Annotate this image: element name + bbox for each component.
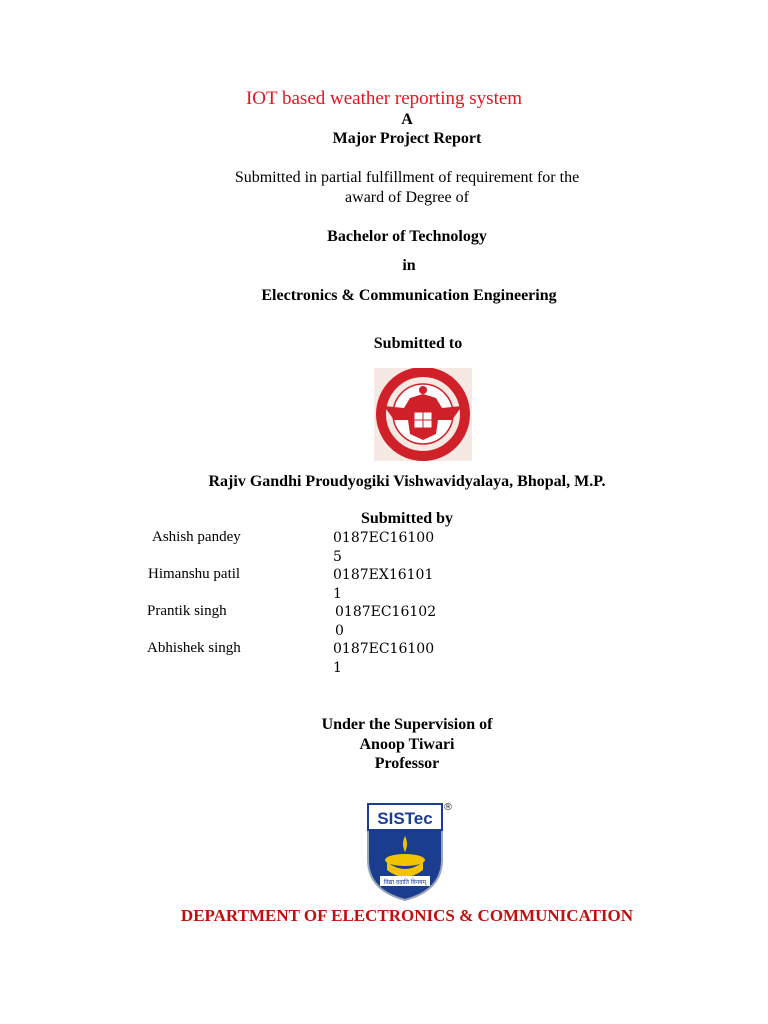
submitted-partial-line1: Submitted in partial fulfillment of requirement for the [234, 169, 580, 186]
submitted-by: Submitted by [360, 510, 454, 527]
student-roll: 0187EC16102 0 [335, 604, 437, 639]
supervisor-name: Anoop Tiwari [359, 736, 455, 753]
sistec-logo-icon [362, 800, 454, 904]
report-type: Major Project Report [332, 130, 482, 147]
supervisor-title: Professor [374, 755, 440, 772]
sistec-logo-text: SISTec [377, 809, 433, 828]
degree: Bachelor of Technology [327, 228, 487, 245]
registered-mark: ® [443, 802, 453, 813]
student-name: Prantik singh [147, 603, 227, 619]
university: Rajiv Gandhi Proudyogiki Vishwavidyalaya, Bhopal, M.P. [208, 473, 606, 490]
a-line: A [401, 111, 413, 128]
branch: Electronics & Communication Engineering [261, 287, 557, 304]
report-title: IOT based weather reporting system [245, 88, 523, 109]
student-roll: 0187EC16100 1 [333, 641, 435, 676]
submitted-to: Submitted to [373, 335, 463, 352]
sistec-logo-tagline: विद्या ददाति विनयम् [383, 879, 427, 886]
in-word: in [402, 257, 416, 274]
student-roll: 0187EX16101 1 [333, 567, 434, 602]
supervision-label: Under the Supervision of [321, 716, 493, 733]
student-name: Himanshu patil [148, 566, 241, 582]
department: DEPARTMENT OF ELECTRONICS & COMMUNICATION [180, 906, 634, 925]
student-name: Abhishek singh [147, 640, 241, 656]
submitted-partial-line2: award of Degree of [345, 189, 469, 206]
student-roll: 0187EC16100 5 [333, 530, 435, 565]
rgpv-emblem-icon [374, 368, 472, 461]
student-name: Ashish pandey [152, 529, 241, 545]
